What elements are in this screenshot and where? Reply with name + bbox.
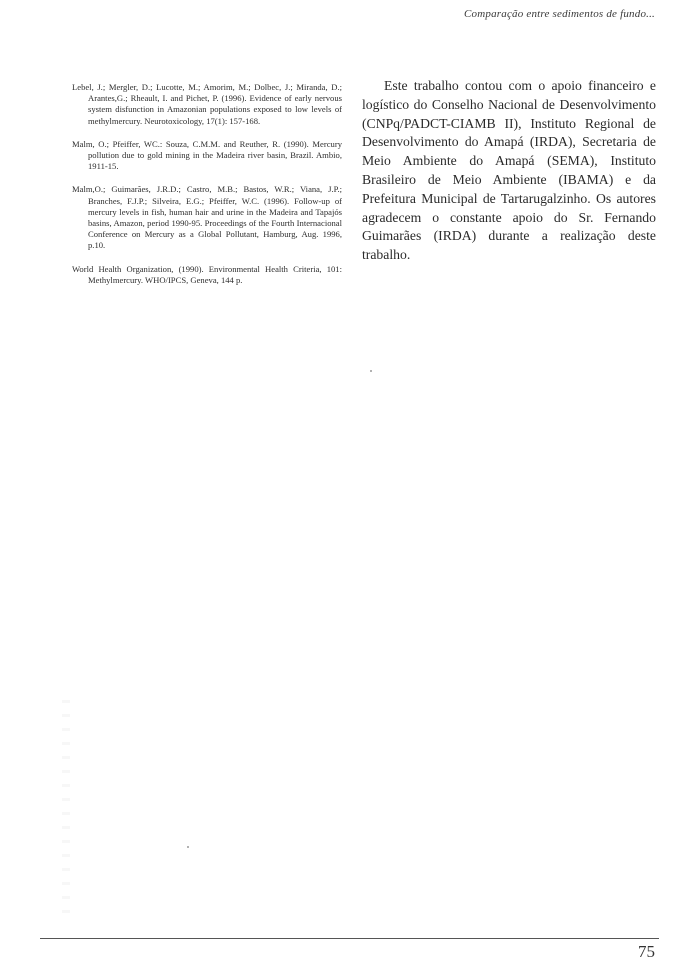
scan-edge-marks	[62, 700, 70, 920]
reference-list	[72, 82, 342, 298]
running-header: Comparação entre sedimentos de fundo...	[463, 8, 655, 20]
acknowledgment-section	[362, 77, 656, 265]
acknowledgment-paragraph: Este trabalho contou com o apoio financeiro e logístico do Conselho Nacional de Desenvolvimento (CNPq/PADCT-CIAMB II), Instituto Regional de Desenvolvimento do Amapá (IRDA), Secretaria de Meio Ambiente do Amapá (SEMA), Instituto Brasileiro de Meio Ambiente (IBAMA) e da Prefeitura Municipal de Tartarugalzinho. Os autores agradecem o constante apoio do Sr. Fernando Guimarães (IRDA) durante a realização deste trabalho.	[362, 78, 656, 263]
scan-speck	[370, 370, 372, 372]
reference-item: Malm, O.; Pfeiffer, WC.: Souza, C.M.M. and Reuther, R. (1990). Mercury pollution due to gold mining in the Madeira river basin, Brazil. Ambio, 1911-15.	[72, 138, 342, 172]
reference-item: Lebel, J.; Mergler, D.; Lucotte, M.; Amorim, M.; Dolbec, J.; Miranda, D.; Arantes,G.; Rheault, I. and Pichet, P. (1996). Evidence of early nervous system disfunction in Amazonian populations exposed to low levels of methylmercury. Neurotoxicology, 17(1): 157-168.	[72, 82, 342, 126]
reference-item: World Health Organization, (1990). Environmental Health Criteria, 101: Methylmercury. WHO/IPCS, Geneva, 144 p.	[72, 263, 342, 285]
reference-item: Malm,O.; Guimarães, J.R.D.; Castro, M.B.; Bastos, W.R.; Viana, J.P.; Branches, F.J.P.; Silveira, E.G.; Pfeiffer, W.C. (1996). Follow-up of mercury levels in fish, human hair and urine in the Madeira and Tapajós basins, Amazon, period 1990-95. Proceedings of the Fourth Internacional Conference on Mercury as a Global Pollutant, Hamburg, Aug. 1996, p.10.	[72, 184, 342, 251]
page-number: 75	[638, 942, 655, 961]
footer-rule	[40, 938, 659, 939]
scan-speck	[187, 846, 189, 848]
